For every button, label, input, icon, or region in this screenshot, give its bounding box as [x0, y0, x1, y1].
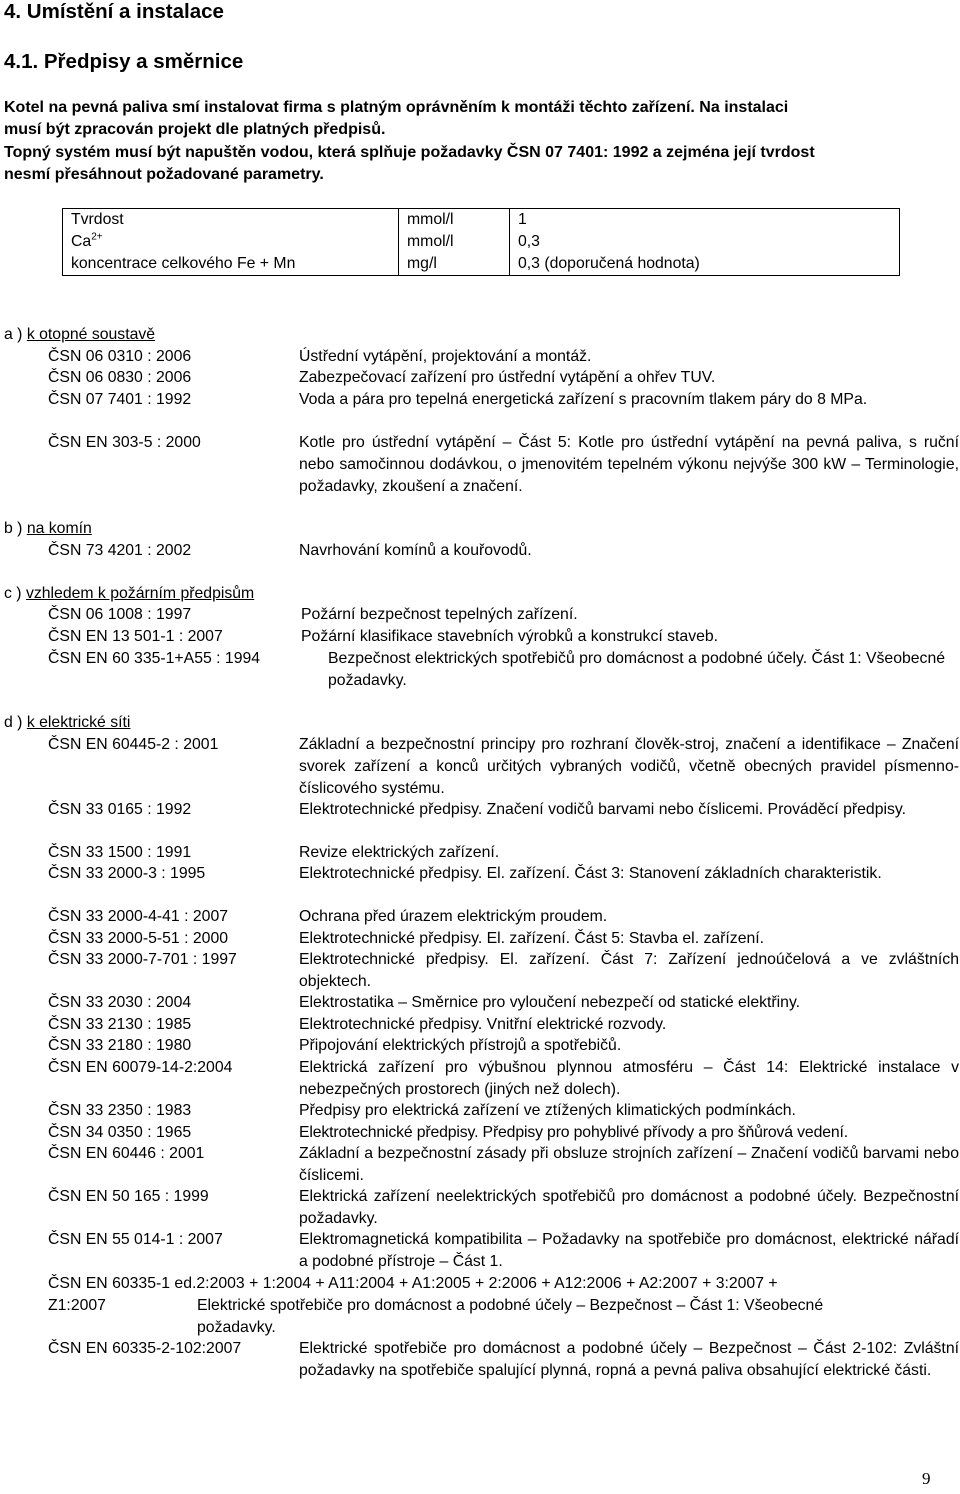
standard-code: ČSN 33 2350 : 1983	[48, 1102, 192, 1119]
section-title: k otopné soustavě	[26, 326, 156, 343]
standard-desc: Elektrické spotřebiče pro domácnost a podobné účely – Bezpečnost – Část 2-102: Zvláštní požadavky na spotřebiče spalující plynná, ropná a pevná paliva obsahující elektrické části.	[299, 1340, 959, 1379]
standard-desc: Bezpečnost elektrických spotřebičů pro domácnost a podobné účely. Část 1: Všeobecné požadavky.	[328, 650, 946, 689]
standard-code-long-line2: Z1:2007	[48, 1297, 106, 1314]
standard-desc	[197, 1295, 827, 1339]
standard-desc: Revize elektrických zařízení.	[299, 844, 500, 861]
standard-code: ČSN EN 60079-14-2:2004	[48, 1059, 233, 1076]
intro-line-1a	[4, 97, 960, 119]
standard-desc: Elektrická zařízení neelektrických spotřebičů pro domácnost a podobné účely. Bezpečnostní požadavky.	[299, 1188, 959, 1227]
page-number: 9	[922, 1469, 931, 1488]
standard-desc-long: Elektrické spotřebiče pro domácnost a podobné účely – Bezpečnost – Část 1: Všeobecné požadavky.	[197, 1297, 824, 1336]
standard-code: ČSN 73 4201 : 2002	[48, 542, 192, 559]
intro-line-2b: nesmí přesáhnout požadované parametry.	[4, 166, 324, 183]
section-prefix: b )	[4, 520, 27, 537]
standard-desc: Elektrotechnické předpisy. El. zařízení. Část 7: Zařízení jednoúčelová a ve zvláštních objektech.	[299, 951, 959, 990]
standard-code: ČSN EN 50 165 : 1999	[48, 1188, 209, 1205]
standard-desc: Připojování elektrických přístrojů a spotřebičů.	[299, 1037, 622, 1054]
table-cell: mmol/l	[399, 231, 510, 253]
standard-desc: Elektrotechnické předpisy. Vnitřní elektrické rozvody.	[299, 1016, 667, 1033]
standard-code: ČSN 06 0310 : 2006	[48, 348, 192, 365]
standard-code: ČSN 33 2000-4-41 : 2007	[48, 908, 229, 925]
standard-desc: Předpisy pro elektrická zařízení ve ztížených klimatických podmínkách.	[299, 1102, 796, 1119]
section-title: vzhledem k požárním předpisům	[25, 585, 255, 602]
standard-desc: Elektrická zařízení pro výbušnou plynnou atmosféru – Část 14: Elektrické instalace v nebezpečných prostorech (jiných než dolech).	[299, 1059, 959, 1098]
standard-code-long-line1: ČSN EN 60335-1 ed.2:2003 + 1:2004 + A11:2004 + A1:2005 + 2:2006 + A12:2006 + A2:2007 + 3:2007 +	[48, 1275, 778, 1292]
standard-desc: Zabezpečovací zařízení pro ústřední vytápění a ohřev TUV.	[299, 369, 716, 386]
section-prefix: a )	[4, 326, 27, 343]
table-cell: 1	[510, 209, 900, 232]
section-c-heading	[4, 583, 254, 605]
section-title: k elektrické síti	[26, 714, 131, 731]
standard-code: ČSN 33 2180 : 1980	[48, 1037, 192, 1054]
standard-code: ČSN 33 1500 : 1991	[48, 844, 192, 861]
standard-code: ČSN 06 1008 : 1997	[48, 606, 192, 623]
intro-text-1a: Kotel na pevná paliva smí instalovat firma s platným oprávněním k montáži těchto zařízení. Na instalaci	[4, 99, 789, 116]
standard-desc: Požární klasifikace stavebních výrobků a konstrukcí staveb.	[301, 628, 719, 645]
section-a-heading	[4, 324, 155, 346]
standard-desc: Základní a bezpečnostní principy pro rozhraní člověk-stroj, značení a identifikace – Značení svorek zařízení a konců určitých vybraných vodičů, včetně obecných pravidel písmenno-číslicového systému.	[299, 736, 959, 797]
standard-desc: Elektrotechnické předpisy. El. zařízení. Část 3: Stanovení základních charakteristik.	[299, 865, 882, 882]
standard-code: ČSN 34 0350 : 1965	[48, 1124, 192, 1141]
table-cell: mmol/l	[399, 209, 510, 232]
standard-code: ČSN EN 303-5 : 2000	[48, 434, 201, 451]
standard-code: ČSN 33 0165 : 1992	[48, 801, 192, 818]
standard-desc: Elektrotechnické předpisy. El. zařízení. Část 5: Stavba el. zařízení.	[299, 930, 765, 947]
table-row	[63, 231, 900, 253]
standard-desc: Elektrotechnické předpisy. Předpisy pro pohyblivé přívody a pro šňůrová vedení.	[299, 1124, 848, 1141]
standard-code-long	[48, 1273, 959, 1295]
standard-code: ČSN EN 60335-2-102:2007	[48, 1340, 242, 1357]
section-title: na komín	[26, 520, 92, 537]
heading-section-4: 4. Umístění a instalace	[4, 0, 224, 23]
standard-desc: Elektrostatika – Směrnice pro vyloučení nebezpečí od statické elektřiny.	[299, 994, 801, 1011]
section-prefix: c )	[4, 585, 26, 602]
standard-code: ČSN 33 2130 : 1985	[48, 1016, 192, 1033]
standard-desc: Ochrana před úrazem elektrickým proudem.	[299, 908, 608, 925]
table-cell: Tvrdost	[63, 209, 399, 232]
heading-section-4-1: 4.1. Předpisy a směrnice	[4, 50, 244, 73]
table-row	[63, 253, 900, 276]
standard-code: ČSN 06 0830 : 2006	[48, 369, 192, 386]
standard-code: ČSN 33 2000-5-51 : 2000	[48, 930, 229, 947]
standard-code: ČSN 33 2000-3 : 1995	[48, 865, 206, 882]
standard-code: ČSN EN 13 501-1 : 2007	[48, 628, 223, 645]
section-prefix: d )	[4, 714, 27, 731]
standard-desc: Elektromagnetická kompatibilita – Požadavky na spotřebiče pro domácnost, elektrické nářadí a podobné přístroje – Část 1.	[299, 1231, 959, 1270]
table-cell: mg/l	[399, 253, 510, 276]
intro-line-2a: Topný systém musí být napuštěn vodou, která splňuje požadavky ČSN 07 7401: 1992 a zejména její tvrdost	[4, 144, 815, 161]
standard-desc: Základní a bezpečnostní zásady při obsluze strojních zařízení – Značení vodičů barvami nebo číslicemi.	[299, 1145, 959, 1184]
standard-code: ČSN EN 60 335-1+A55 : 1994	[48, 650, 261, 667]
standard-code: ČSN EN 60445-2 : 2001	[48, 736, 219, 753]
table-cell: $Ca^{2+}$	[63, 231, 399, 253]
standard-code: ČSN EN 60446 : 2001	[48, 1145, 205, 1162]
section-b-heading	[4, 518, 92, 540]
section-d-heading	[4, 712, 130, 734]
standard-desc: Navrhování komínů a kouřovodů.	[299, 542, 532, 559]
standard-code: ČSN 33 2000-7-701 : 1997	[48, 951, 237, 968]
standard-code: ČSN 07 7401 : 1992	[48, 391, 192, 408]
standard-code: ČSN 33 2030 : 2004	[48, 994, 192, 1011]
table-cell: 0,3	[510, 231, 900, 253]
intro-line-1b: musí být zpracován projekt dle platných předpisů.	[4, 121, 386, 138]
table-row	[63, 209, 900, 232]
standard-desc: Elektrotechnické předpisy. Značení vodičů barvami nebo číslicemi. Prováděcí předpisy.	[299, 801, 906, 818]
standard-desc: Požární bezpečnost tepelných zařízení.	[301, 606, 578, 623]
table-cell: 0,3 (doporučená hodnota)	[510, 253, 900, 276]
standard-desc: Voda a pára pro tepelná energetická zařízení s pracovním tlakem páry do 8 MPa.	[299, 391, 868, 408]
table-cell: koncentrace celkového Fe + Mn	[63, 253, 399, 276]
standard-desc: Ústřední vytápění, projektování a montáž.	[299, 348, 592, 365]
hardness-table	[62, 208, 900, 276]
standard-code: ČSN EN 55 014-1 : 2007	[48, 1231, 223, 1248]
standard-desc: Kotle pro ústřední vytápění – Část 5: Kotle pro ústřední vytápění na pevná paliva, s ruční nebo samočinnou dodávkou, o jmenovitém tepelném výkonu nejvýše 300 kW – Terminologie, požadavky, zkoušení a značení.	[299, 434, 959, 495]
